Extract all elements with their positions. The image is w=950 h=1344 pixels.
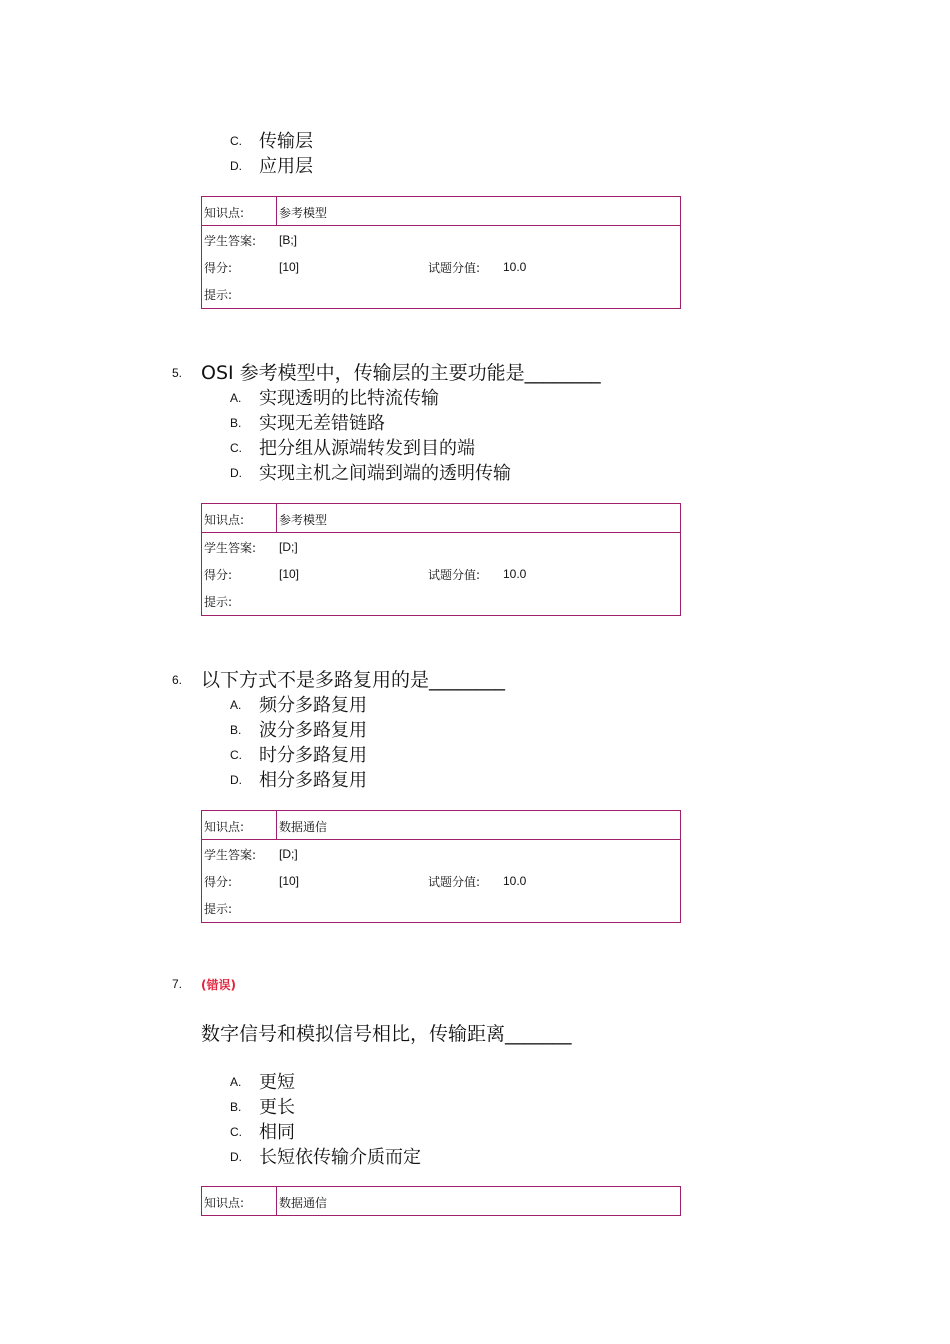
option-text: 把分组从源端转发到目的端 (259, 438, 475, 459)
option-text: 实现透明的比特流传输 (259, 388, 439, 409)
option-text: 长短依传输介质而定 (259, 1147, 421, 1168)
hint-label: 提示: (204, 288, 233, 302)
option-letter: D. (230, 466, 242, 480)
option-text: 波分多路复用 (259, 720, 367, 741)
score-value: [10] (279, 260, 300, 274)
full-score-label: 试题分值: (428, 261, 481, 275)
option-text: 更短 (259, 1072, 295, 1093)
option-text: 频分多路复用 (259, 695, 367, 716)
option-letter: B. (230, 723, 242, 737)
error-status: (错误) (201, 978, 236, 992)
option-letter: C. (230, 748, 242, 762)
score-value: [10] (279, 567, 300, 581)
option-letter: A. (230, 1075, 242, 1089)
knowledge-value: 参考模型 (279, 206, 328, 220)
question-text: 数字信号和模拟信号相比，传输距离_______ (201, 1023, 572, 1045)
option-letter: B. (230, 1100, 242, 1114)
question-number: 5. (172, 366, 183, 380)
option-text: 相分多路复用 (259, 770, 367, 791)
student-answer-label: 学生答案: (204, 234, 257, 248)
knowledge-value: 参考模型 (279, 513, 328, 527)
student-answer-value: [B;] (279, 233, 298, 247)
answer-info-box (201, 810, 681, 923)
score-label: 得分: (204, 568, 233, 582)
knowledge-label: 知识点: (204, 513, 245, 527)
student-answer-value: [D;] (279, 847, 298, 861)
question-text: OSI 参考模型中，传输层的主要功能是________ (201, 362, 601, 384)
option-text: 实现无差错链路 (259, 413, 385, 434)
question-number: 7. (172, 977, 183, 991)
full-score-value: 10.0 (503, 874, 527, 888)
question-text: 以下方式不是多路复用的是________ (201, 669, 506, 691)
knowledge-label: 知识点: (204, 1196, 245, 1210)
option-letter: D. (230, 1150, 242, 1164)
option-text: 更长 (259, 1097, 295, 1118)
knowledge-value: 数据通信 (279, 820, 328, 834)
knowledge-label: 知识点: (204, 820, 245, 834)
full-score-label: 试题分值: (428, 875, 481, 889)
hint-label: 提示: (204, 595, 233, 609)
option-letter: C. (230, 134, 242, 148)
answer-info-box (201, 196, 681, 309)
option-text: 相同 (259, 1122, 295, 1143)
answer-info-box (201, 1186, 681, 1216)
hint-label: 提示: (204, 902, 233, 916)
full-score-label: 试题分值: (428, 568, 481, 582)
option-letter: C. (230, 441, 242, 455)
answer-info-box (201, 503, 681, 616)
option-letter: C. (230, 1125, 242, 1139)
question-number: 6. (172, 673, 183, 687)
student-answer-label: 学生答案: (204, 541, 257, 555)
option-text: 传输层 (259, 131, 313, 152)
student-answer-label: 学生答案: (204, 848, 257, 862)
knowledge-label: 知识点: (204, 206, 245, 220)
option-letter: B. (230, 416, 242, 430)
option-letter: D. (230, 773, 242, 787)
knowledge-value: 数据通信 (279, 1196, 328, 1210)
score-label: 得分: (204, 261, 233, 275)
option-text: 实现主机之间端到端的透明传输 (259, 463, 511, 484)
option-letter: D. (230, 159, 242, 173)
score-value: [10] (279, 874, 300, 888)
option-text: 应用层 (259, 156, 313, 177)
option-text: 时分多路复用 (259, 745, 367, 766)
student-answer-value: [D;] (279, 540, 298, 554)
option-letter: A. (230, 391, 242, 405)
option-letter: A. (230, 698, 242, 712)
full-score-value: 10.0 (503, 567, 527, 581)
full-score-value: 10.0 (503, 260, 527, 274)
score-label: 得分: (204, 875, 233, 889)
